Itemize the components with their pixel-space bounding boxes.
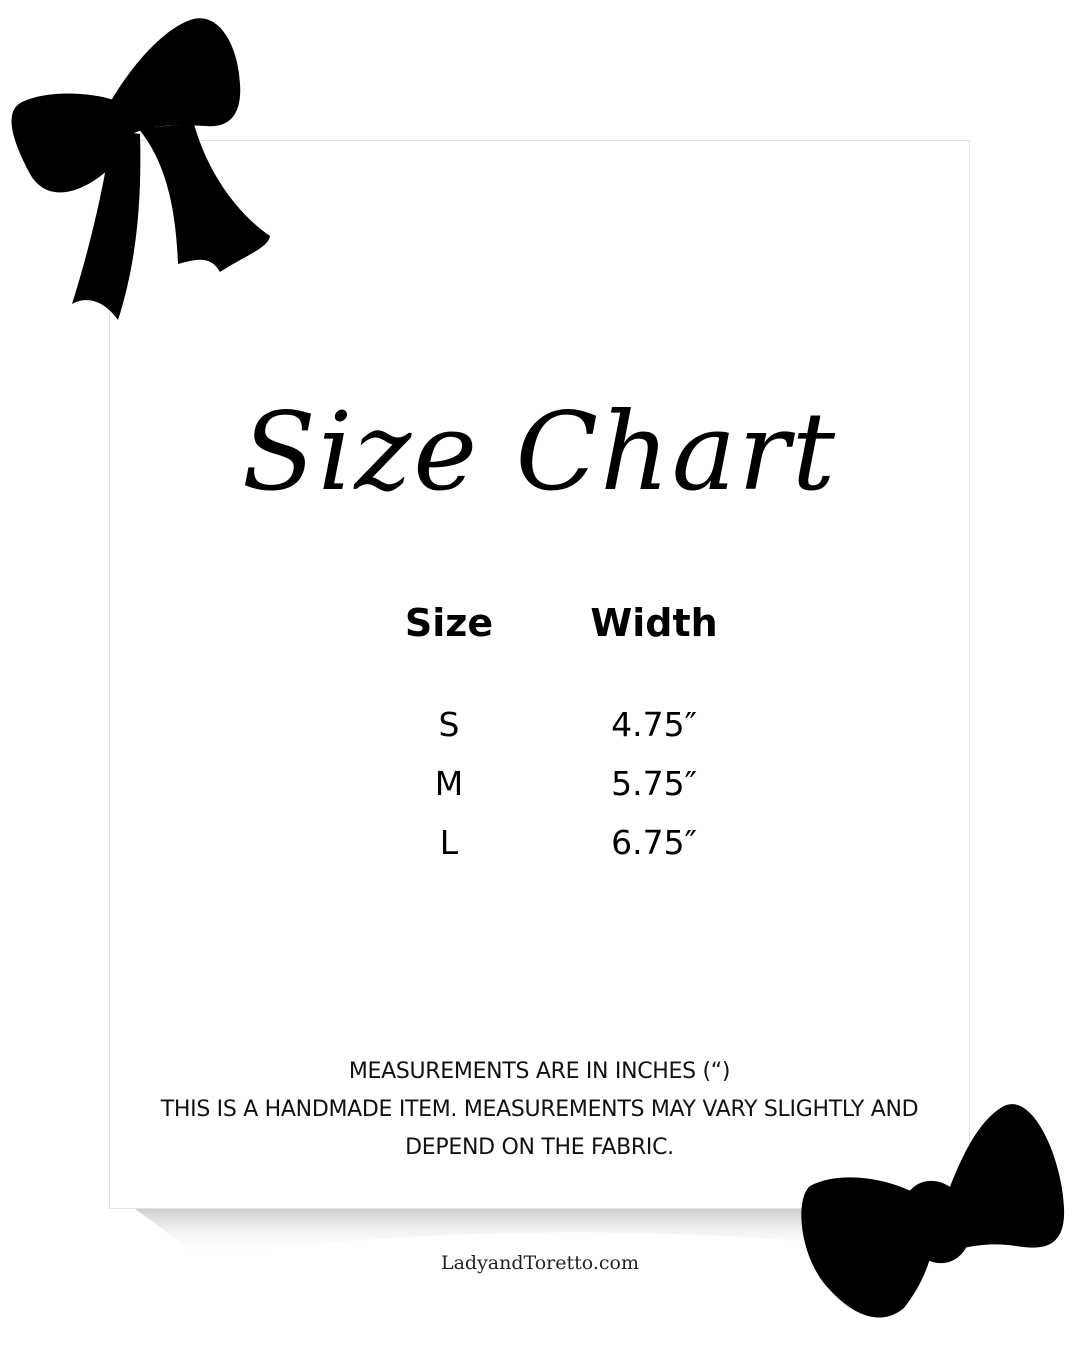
notes-line-units: MEASUREMENTS ARE IN INCHES (“)	[348, 1059, 731, 1084]
website-footer: LadyandToretto.com	[440, 1252, 640, 1274]
column-header-size: Size	[404, 601, 494, 645]
size-cell: L	[439, 823, 459, 862]
width-cell: 4.75″	[611, 705, 697, 744]
page-title: Size Chart	[241, 390, 838, 515]
column-header-width: Width	[590, 601, 718, 645]
notes-line-fabric: DEPEND ON THE FABRIC.	[405, 1135, 674, 1160]
ribbon-bow-icon	[8, 14, 270, 324]
notes-line-handmade: THIS IS A HANDMADE ITEM. MEASUREMENTS MAY VARY SLIGHTLY AND	[160, 1097, 919, 1122]
size-cell: M	[434, 764, 464, 803]
size-cell: S	[438, 705, 460, 744]
bow-tie-icon	[800, 1100, 1068, 1325]
width-cell: 5.75″	[611, 764, 697, 803]
table-row	[110, 823, 969, 866]
width-cell: 6.75″	[611, 823, 697, 862]
table-row	[110, 705, 969, 748]
table-row	[110, 764, 969, 807]
